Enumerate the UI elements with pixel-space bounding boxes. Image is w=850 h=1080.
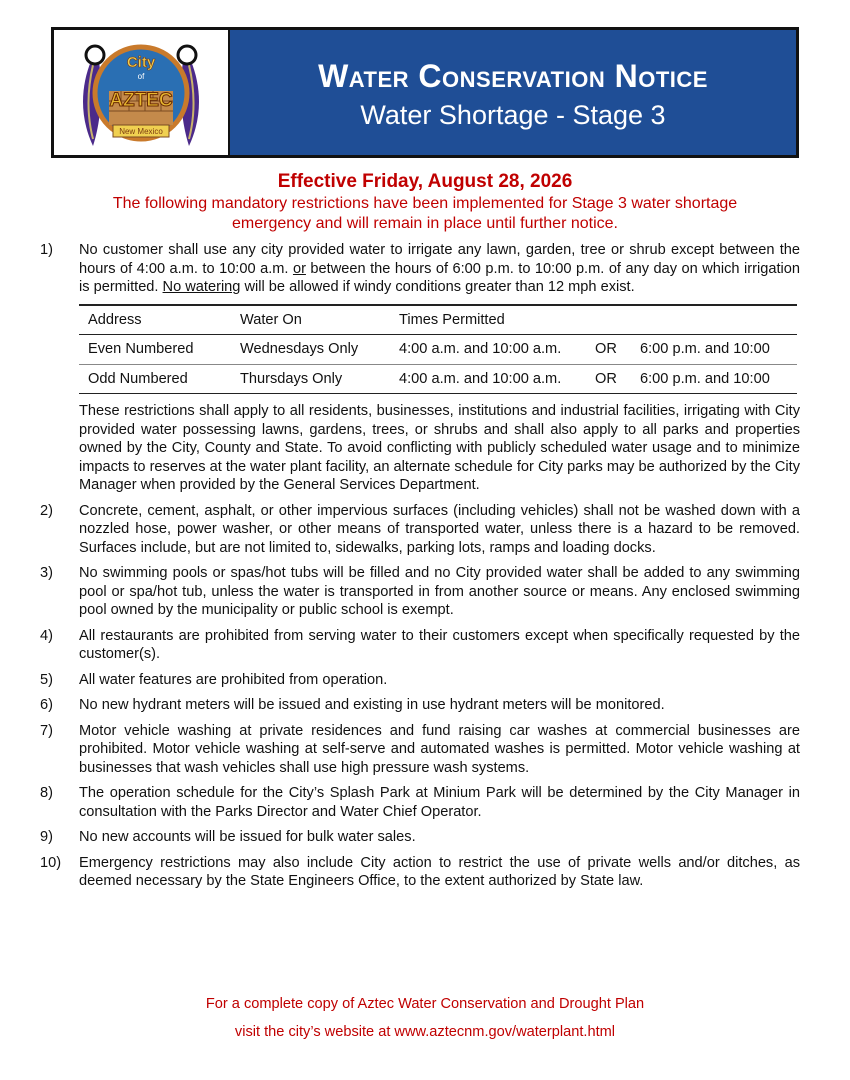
list-item [40,696,800,715]
table-header-row [79,305,797,335]
list-item [40,854,800,891]
list-item [40,722,800,778]
item1-paragraph: These restrictions shall apply to all residents, businesses, institutions and industrial facilities, irrigating with City provided water possessing lawns, gardens, trees, or shrubs and shall also apply to all parks and properties owned by the City, County and State. To avoid conflicting with publicly scheduled water usage and to minimize impacts to reserves at the water plant facility, an alternate schedule for City parks may be authorized by the City Manager when provided by the General Services Department. [79,403,800,493]
item-number: 3) [40,565,53,581]
table-cell: Wednesdays Only [240,341,359,357]
item1-text-b: between the hours of 6:00 p.m. to 10:00 p.m. of any day on which irrigation is permitted. [79,260,800,295]
list-item [40,784,800,821]
table-cell: 4:00 a.m. and 10:00 a.m. [399,370,562,387]
column-header: Times Permitted [399,311,505,328]
svg-text:of: of [137,71,145,81]
footer-note [0,990,850,1046]
item-number: 1) [40,242,53,258]
table-cell: 6:00 p.m. and 10:00 [640,341,770,357]
item-text: All water features are prohibited from operation. [79,671,388,688]
item-number: 10) [40,854,62,871]
list-item [40,241,800,297]
city-logo [54,30,230,155]
intro-statement: The following mandatory restrictions have been implemented for Stage 3 water shortage emergency and will remain in place until further notice. [112,195,738,232]
effective-date: Effective Friday, August 28, 2026 [277,171,573,192]
list-item [40,502,800,558]
item-text: Emergency restrictions may also include City action to restrict the use of private wells and/or ditches, as deemed necessary by the State Engineers Office, to the extent authorized by State law. [79,854,800,889]
table-cell: 4:00 a.m. and 10:00 a.m. [399,341,562,357]
table-row [79,335,797,365]
item-number: 5) [40,671,53,688]
footer-line-2: visit the city’s website at www.aztecnm.gov/waterplant.html [234,1024,616,1040]
svg-text:City: City [126,53,156,71]
notice-header [51,27,799,158]
footer-line-1: For a complete copy of Aztec Water Conservation and Drought Plan [205,996,645,1012]
item1-text-c: will be allowed if windy conditions greater than 12 mph exist. [240,279,635,295]
item-number: 7) [40,722,53,739]
item-text: Motor vehicle washing at private residences and fund raising car washes at commercial businesses are prohibited. Motor vehicle washing at self-serve and automated washes is permitted. Motor vehicle washing at businesses that wash vehicles shall use high pressure wash systems. [79,722,800,776]
item-number: 4) [40,627,53,644]
city-of-aztec-seal-icon [71,31,211,155]
item-text: No new accounts will be issued for bulk water sales. [79,829,416,845]
table-cell: Even Numbered [88,341,194,357]
item-text [79,241,800,297]
item-number: 6) [40,697,53,713]
list-item [40,627,800,664]
list-item [40,671,800,690]
page-title: Water Conservation Notice [318,57,708,94]
list-item [40,564,800,620]
item-number: 8) [40,785,53,801]
table-cell: Thursdays Only [240,370,343,387]
item-text: All restaurants are prohibited from serving water to their customers except when specifically requested by the customer(s). [79,627,800,662]
svg-text:AZTEC: AZTEC [109,89,173,111]
item-number: 9) [40,829,53,845]
table-cell: 6:00 p.m. and 10:00 [640,370,770,387]
item1-or-underlined: or [292,260,306,277]
svg-text:New Mexico: New Mexico [119,126,163,136]
table-cell: OR [595,370,617,387]
list-item [40,828,800,847]
table-cell: Odd Numbered [88,370,188,387]
item-text: No new hydrant meters will be issued and existing in use hydrant meters will be monitored. [79,697,665,713]
table-row [79,364,797,394]
item-number: 2) [40,502,53,519]
item1-text-a: No customer shall use any city provided water to irrigate any lawn, garden, tree or shrub except between the hours of 4:00 a.m. to 10:00 a.m. [79,242,800,277]
table-cell: OR [595,341,617,357]
column-header: Address [88,311,142,328]
irrigation-schedule-table [79,304,797,395]
item-text: No swimming pools or spas/hot tubs will be filled and no City provided water shall be added to any swimming pool or spa/hot tub, unless the water is transported in from another source or means. Any enclosed swimming pool owned by the municipality or public school is exempt. [79,565,800,618]
header-title-panel [230,30,796,155]
item-text: The operation schedule for the City’s Splash Park at Minium Park will be determined by the City Manager in consultation with the Parks Director and Water Chief Operator. [79,785,800,820]
column-header: Water On [240,311,302,328]
item-text: Concrete, cement, asphalt, or other impervious surfaces (including vehicles) shall not be washed down with a nozzled hose, power washer, or other means of transported water, unless there is a hazard to be removed. Surfaces include, but are not limited to, sidewalks, parking lots, ramps and loading docks. [79,502,800,556]
restrictions-list [40,241,800,898]
page-subtitle: Water Shortage - Stage 3 [360,99,666,130]
item1-no-watering-underlined: No watering [162,279,241,295]
